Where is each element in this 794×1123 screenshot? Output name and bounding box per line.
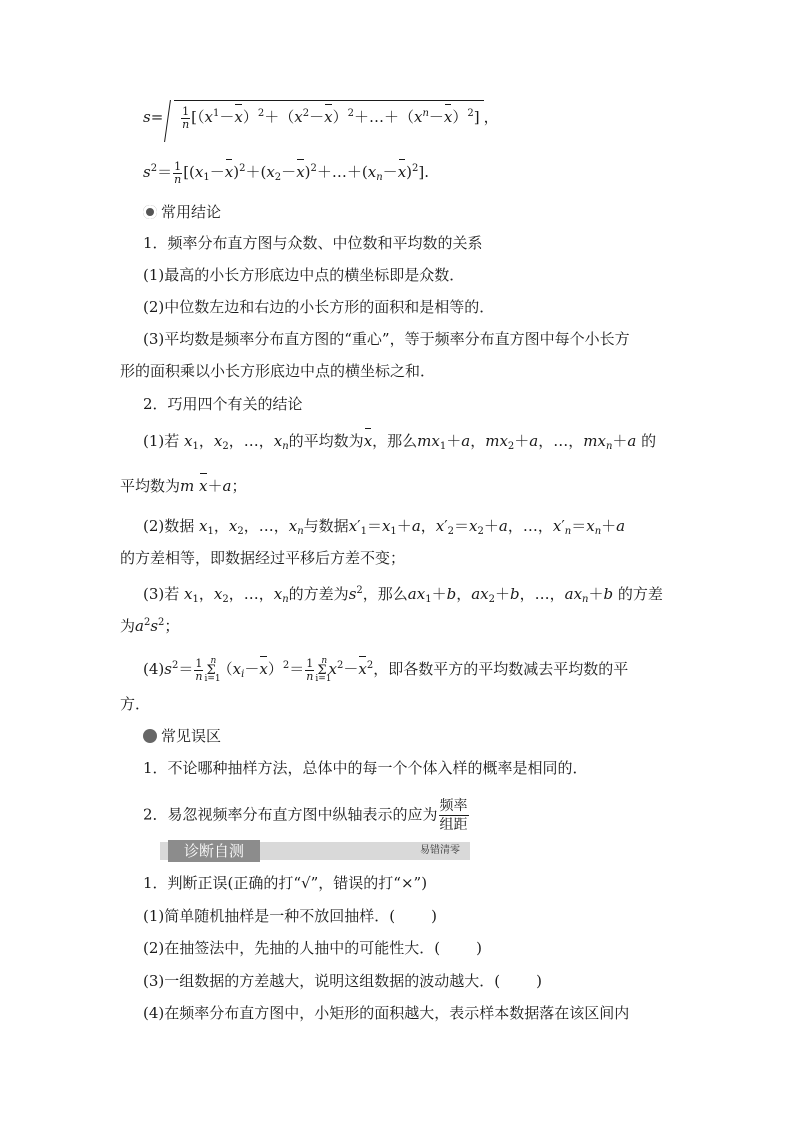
exercise-item-text: (2)在抽签法中，先抽的人抽中的可能性大．( <box>143 939 441 957</box>
rule-1: (1)若 $x_1$，$x_2$，…，$x_n$的平均数为x，那么$mx_1+a$，$mx_2+a$，…，$mx_n+a$ 的 <box>143 432 657 452</box>
sum-symbol: n Σ i=1 <box>204 656 221 684</box>
error-item-2 <box>143 797 470 834</box>
variance-formula: $s^2=$ $\frac{1}{n}$ $[(x_1-x)^2+(x_2-x)^2+\dots+(x_n-x)^2]$. <box>143 159 430 186</box>
formula-s-tail: ， <box>483 108 499 126</box>
banner-label: 诊断自测 <box>168 840 260 862</box>
rule-3b-prefix: 为 <box>120 617 136 635</box>
section-common-errors <box>143 725 221 747</box>
exercise-paren-close: ) <box>431 907 437 925</box>
exercise-item-text: (1)简单随机抽样是一种不放回抽样．( <box>143 907 396 925</box>
exercise-item-3 <box>143 970 542 992</box>
sum-symbol-2: n Σ i=1 <box>315 656 332 684</box>
rule-3b: 为$a^2s^2$； <box>120 617 180 635</box>
rule-1-end: 的 <box>641 432 657 450</box>
formula-s2-lhs: s <box>143 163 151 181</box>
exercise-item-4: (4)在频率分布直方图中，小矩形的面积越大，表示样本数据落在该区间内 <box>143 1004 630 1022</box>
rule-1-mid: 的平均数为 <box>288 432 364 450</box>
rule-3-end: 的方差 <box>617 585 663 603</box>
conclusion-item-1: (1)最高的小长方形底边中点的横坐标即是众数． <box>143 266 465 284</box>
rule-3: (3)若 $x_1$，$x_2$，…，$x_n$的方差为$s^2$，那么$ax_1+b$，$ax_2+b$，…，$ax_n+b$ 的方差 <box>143 585 663 605</box>
rule-2b: 的方差相等，即数据经过平移后方差不变； <box>120 549 406 567</box>
error-item-1: 1．不论哪种抽样方法，总体中的每一个个体入样的概率是相同的． <box>143 759 588 777</box>
formula-s2-tail: ]. <box>418 163 430 181</box>
rule-3-prefix: (3)若 <box>143 585 180 603</box>
conclusion-item-3b: 形的面积乘以小长方形底边中点的横坐标之和． <box>120 362 436 380</box>
fraction-1-over-n: $\frac{1}{n}$ <box>182 104 190 131</box>
exercise-paren-close: ) <box>476 939 482 957</box>
exercise-item-1 <box>143 905 437 927</box>
conclusion-item-2: (2)中位数左边和右边的小长方形的面积和是相等的． <box>143 298 495 316</box>
conclusion-heading-2: 2．巧用四个有关的结论 <box>143 395 303 413</box>
exercise-title: 1．判断正误(正确的打“√”，错误的打“×”) <box>143 874 428 892</box>
sqrt-expression: $\frac{1}{n}$ $[(x^1-x)^2+(x^2-x)^2+\dots+(x^n-x)^2]$ <box>174 100 484 131</box>
rule-1-prefix: (1)若 <box>143 432 180 450</box>
rule-1-post: ，那么 <box>372 432 418 450</box>
fraction-1-over-n-2: $\frac{1}{n}$ <box>174 159 182 186</box>
warning-icon <box>143 729 157 743</box>
conclusion-heading-1: 1．频率分布直方图与众数、中位数和平均数的关系 <box>143 234 483 252</box>
section-title: 常用结论 <box>161 203 222 221</box>
formula-s-lhs: s= <box>143 108 164 126</box>
target-icon <box>143 205 157 219</box>
exercise-item-2 <box>143 937 482 959</box>
rule-3-mid: 的方差为 <box>288 585 349 603</box>
error-item-2-text: 2．易忽视频率分布直方图中纵轴表示的应为 <box>143 805 438 824</box>
fraction-freq-over-width: $\frac{\text{频率}}{\text{组距}}$ <box>439 798 468 833</box>
rule-2-prefix: (2)数据 <box>143 517 195 535</box>
rule-1b: 平均数为m x＋a； <box>120 477 247 495</box>
banner-tag: 易错清零 <box>420 845 460 856</box>
conclusion-item-3a: (3)平均数是频率分布直方图的“重心”，等于频率分布直方图中每个小长方 <box>143 330 630 348</box>
exercise-item-text: (3)一组数据的方差越大，说明这组数据的波动越大．( <box>143 972 501 990</box>
section-title: 常见误区 <box>161 727 222 745</box>
rule-4: $(4)s^2=$ $\frac{1}{n}$ n Σ i=1 $(x_i-x)^2=$ $\frac{1}{n}$ n Σ i=1 $x^2-x^2$，即各数平方的平均数减去平均数的平 <box>143 656 629 684</box>
rule-4-prefix: (4) <box>143 660 165 678</box>
std-dev-formula <box>143 100 499 131</box>
exercise-paren-close: ) <box>536 972 542 990</box>
rule-4-post: ，即各数平方的平均数减去平均数的平 <box>373 660 629 678</box>
section-common-conclusions <box>143 201 221 223</box>
rule-3-post: ，那么 <box>362 585 408 603</box>
rule-1b-prefix: 平均数为 <box>120 477 181 495</box>
rule-2-mid: 与数据 <box>303 517 349 535</box>
rule-2: (2)数据 $x_1$，$x_2$，…，$x_n$与数据$x'_1=x_1+a$，$x'_2=x_2+a$，…，$x'_n=x_n+a$ <box>143 517 626 537</box>
rule-4b: 方． <box>120 695 151 713</box>
diagnostic-banner <box>160 842 470 860</box>
